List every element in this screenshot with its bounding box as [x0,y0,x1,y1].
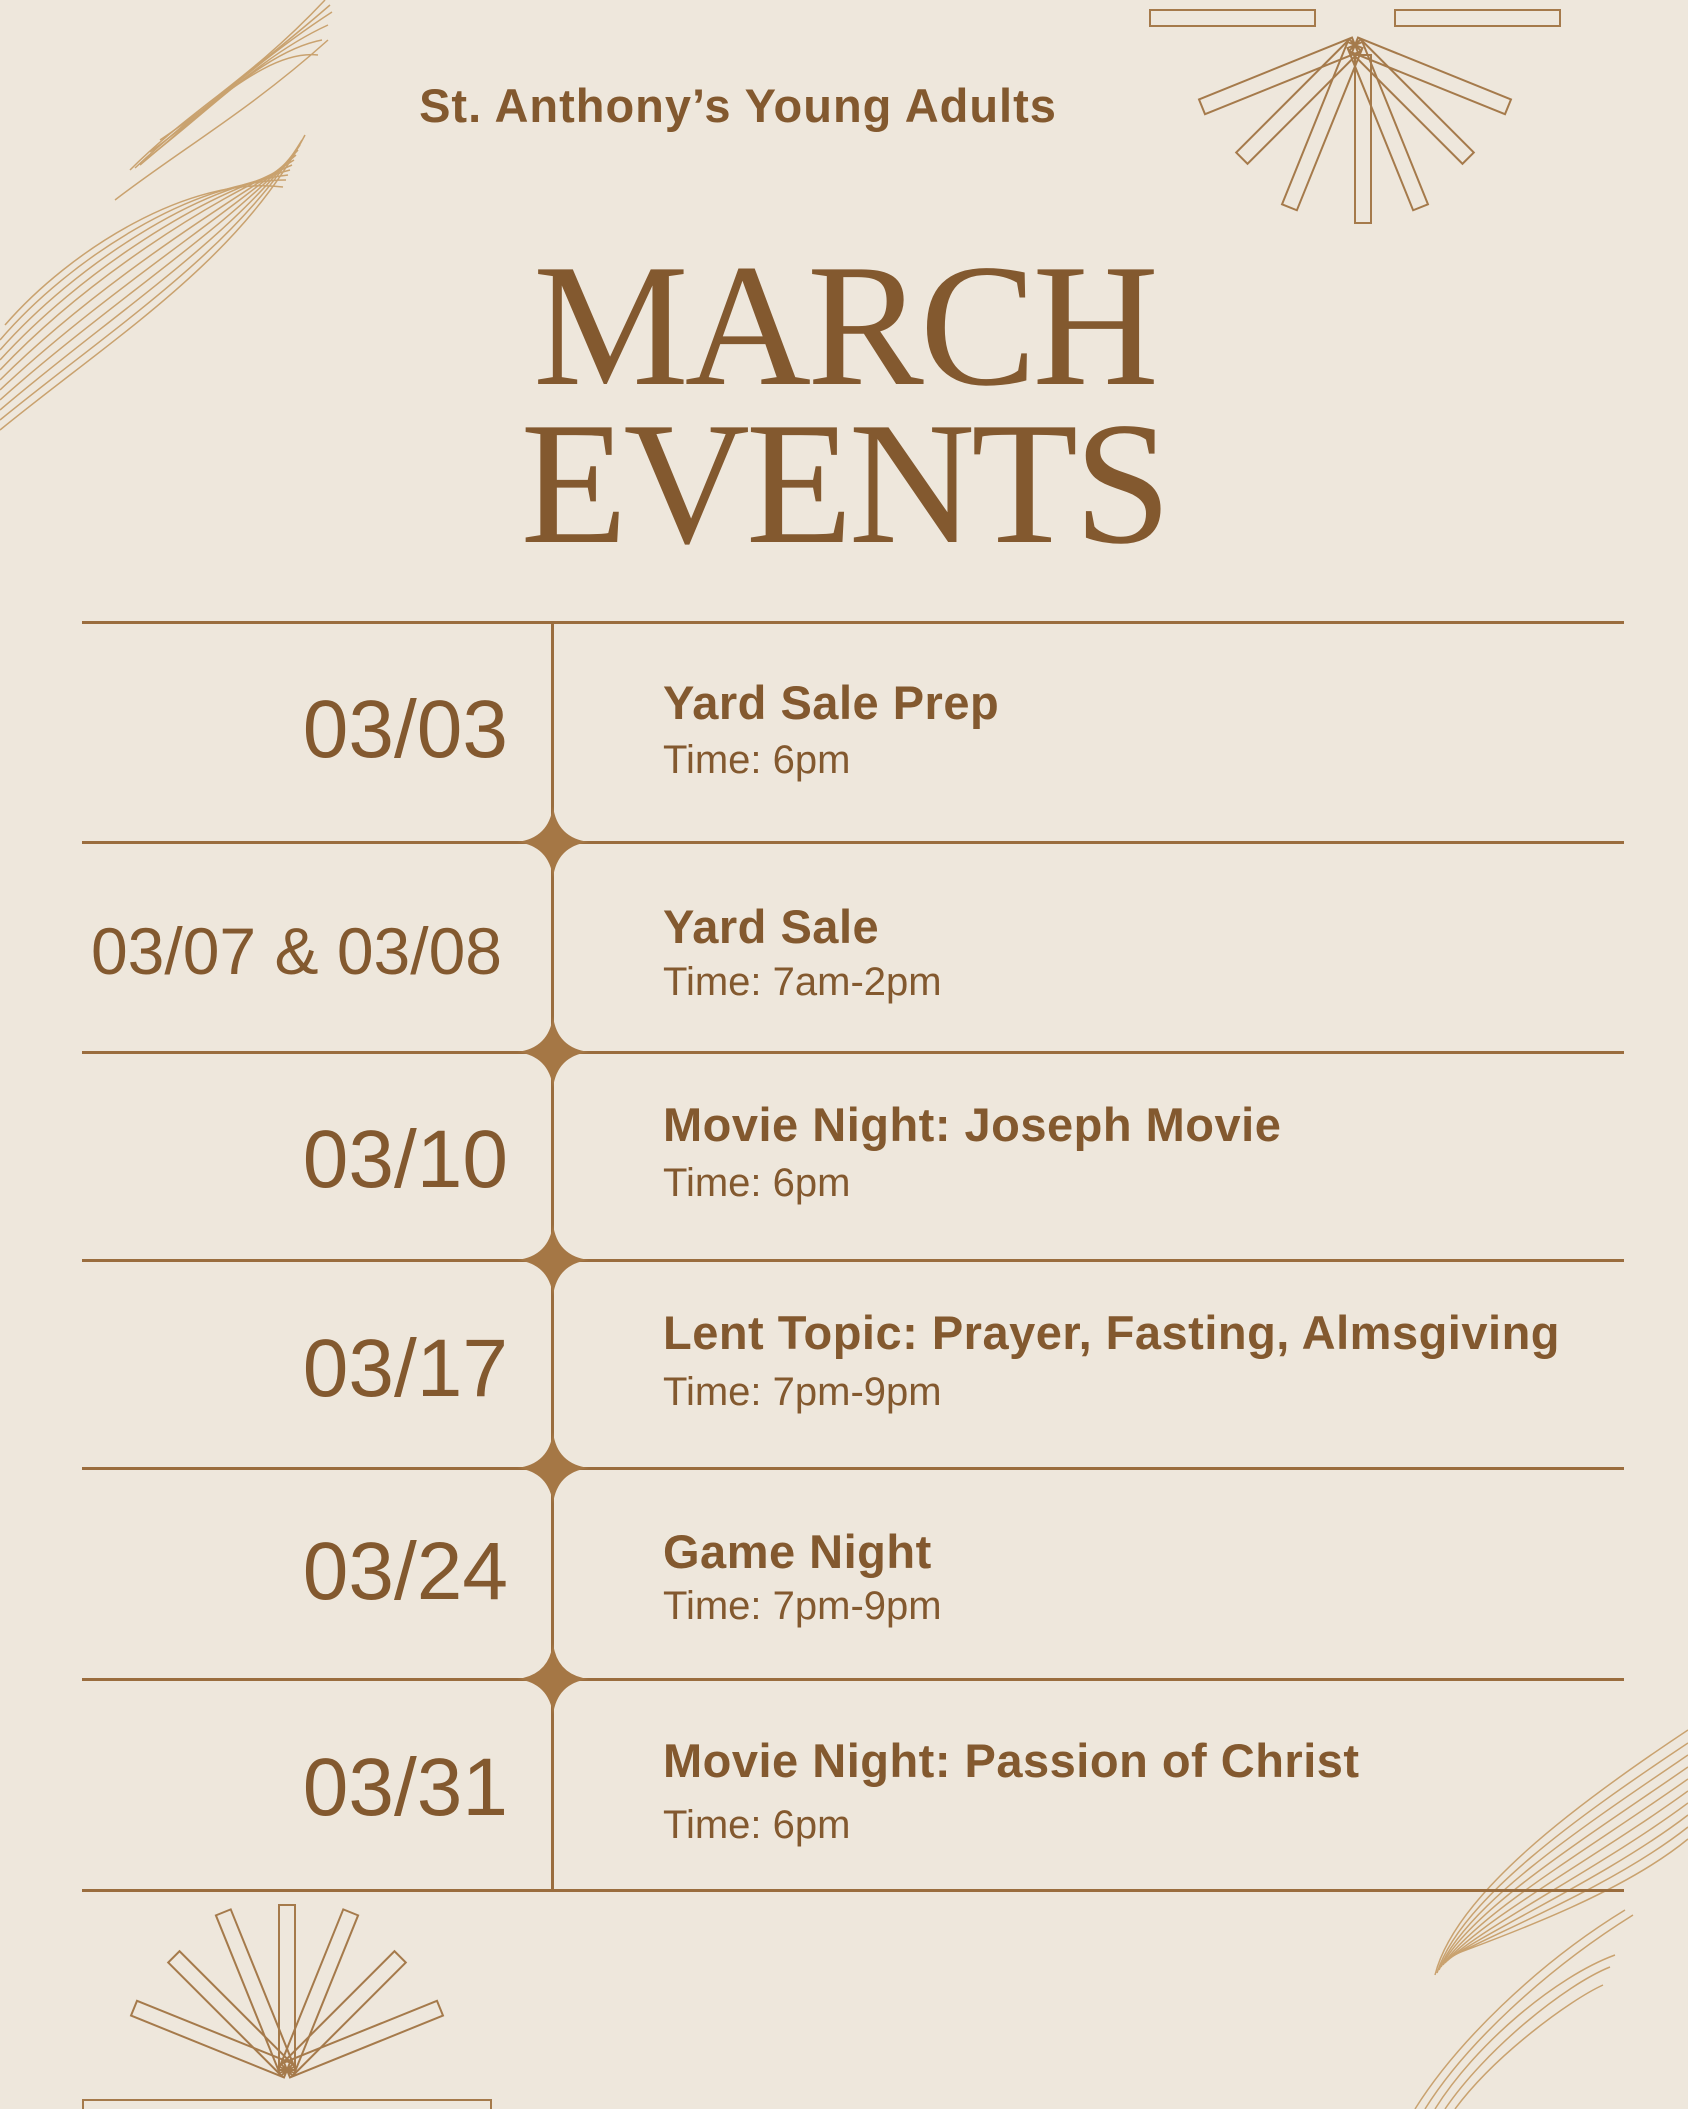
event-time: Time: 7pm-9pm [663,1584,942,1628]
event-time: Time: 7am-2pm [663,960,942,1004]
sparkle-star-icon [517,1432,589,1504]
divider [82,1051,1624,1054]
event-date: 03/17 [302,1323,508,1414]
brush-stroke-icon [1395,1715,1688,2109]
sparkle-star-icon [517,1224,589,1296]
event-date: 03/10 [302,1114,508,1205]
divider [82,1889,1624,1892]
page-title-line2: EVENTS [520,386,1168,580]
event-name: Yard Sale Prep [663,676,1000,729]
event-time: Time: 6pm [663,1803,851,1847]
sparkle-star-icon [517,1643,589,1715]
divider [82,1467,1624,1470]
event-name: Yard Sale [663,900,880,953]
event-time: Time: 6pm [663,1161,851,1205]
organization-name: St. Anthony’s Young Adults [419,79,1057,132]
event-name: Game Night [663,1525,932,1578]
sparkle-star-icon [517,806,589,878]
event-date: 03/31 [302,1742,508,1833]
divider [82,1678,1624,1681]
event-name: Movie Night: Joseph Movie [663,1098,1282,1151]
divider [82,841,1624,844]
page-title-line1: MARCH [533,228,1155,422]
event-date: 03/07 & 03/08 [90,914,502,988]
event-date: 03/03 [302,684,508,775]
sunburst-icon [70,1895,510,2109]
event-date: 03/24 [302,1526,508,1617]
sparkle-star-icon [517,1016,589,1088]
divider [82,621,1624,624]
divider [82,1259,1624,1262]
event-name: Lent Topic: Prayer, Fasting, Almsgiving [663,1306,1560,1359]
event-time: Time: 7pm-9pm [663,1370,942,1414]
event-name: Movie Night: Passion of Christ [663,1734,1360,1787]
event-time: Time: 6pm [663,738,851,782]
